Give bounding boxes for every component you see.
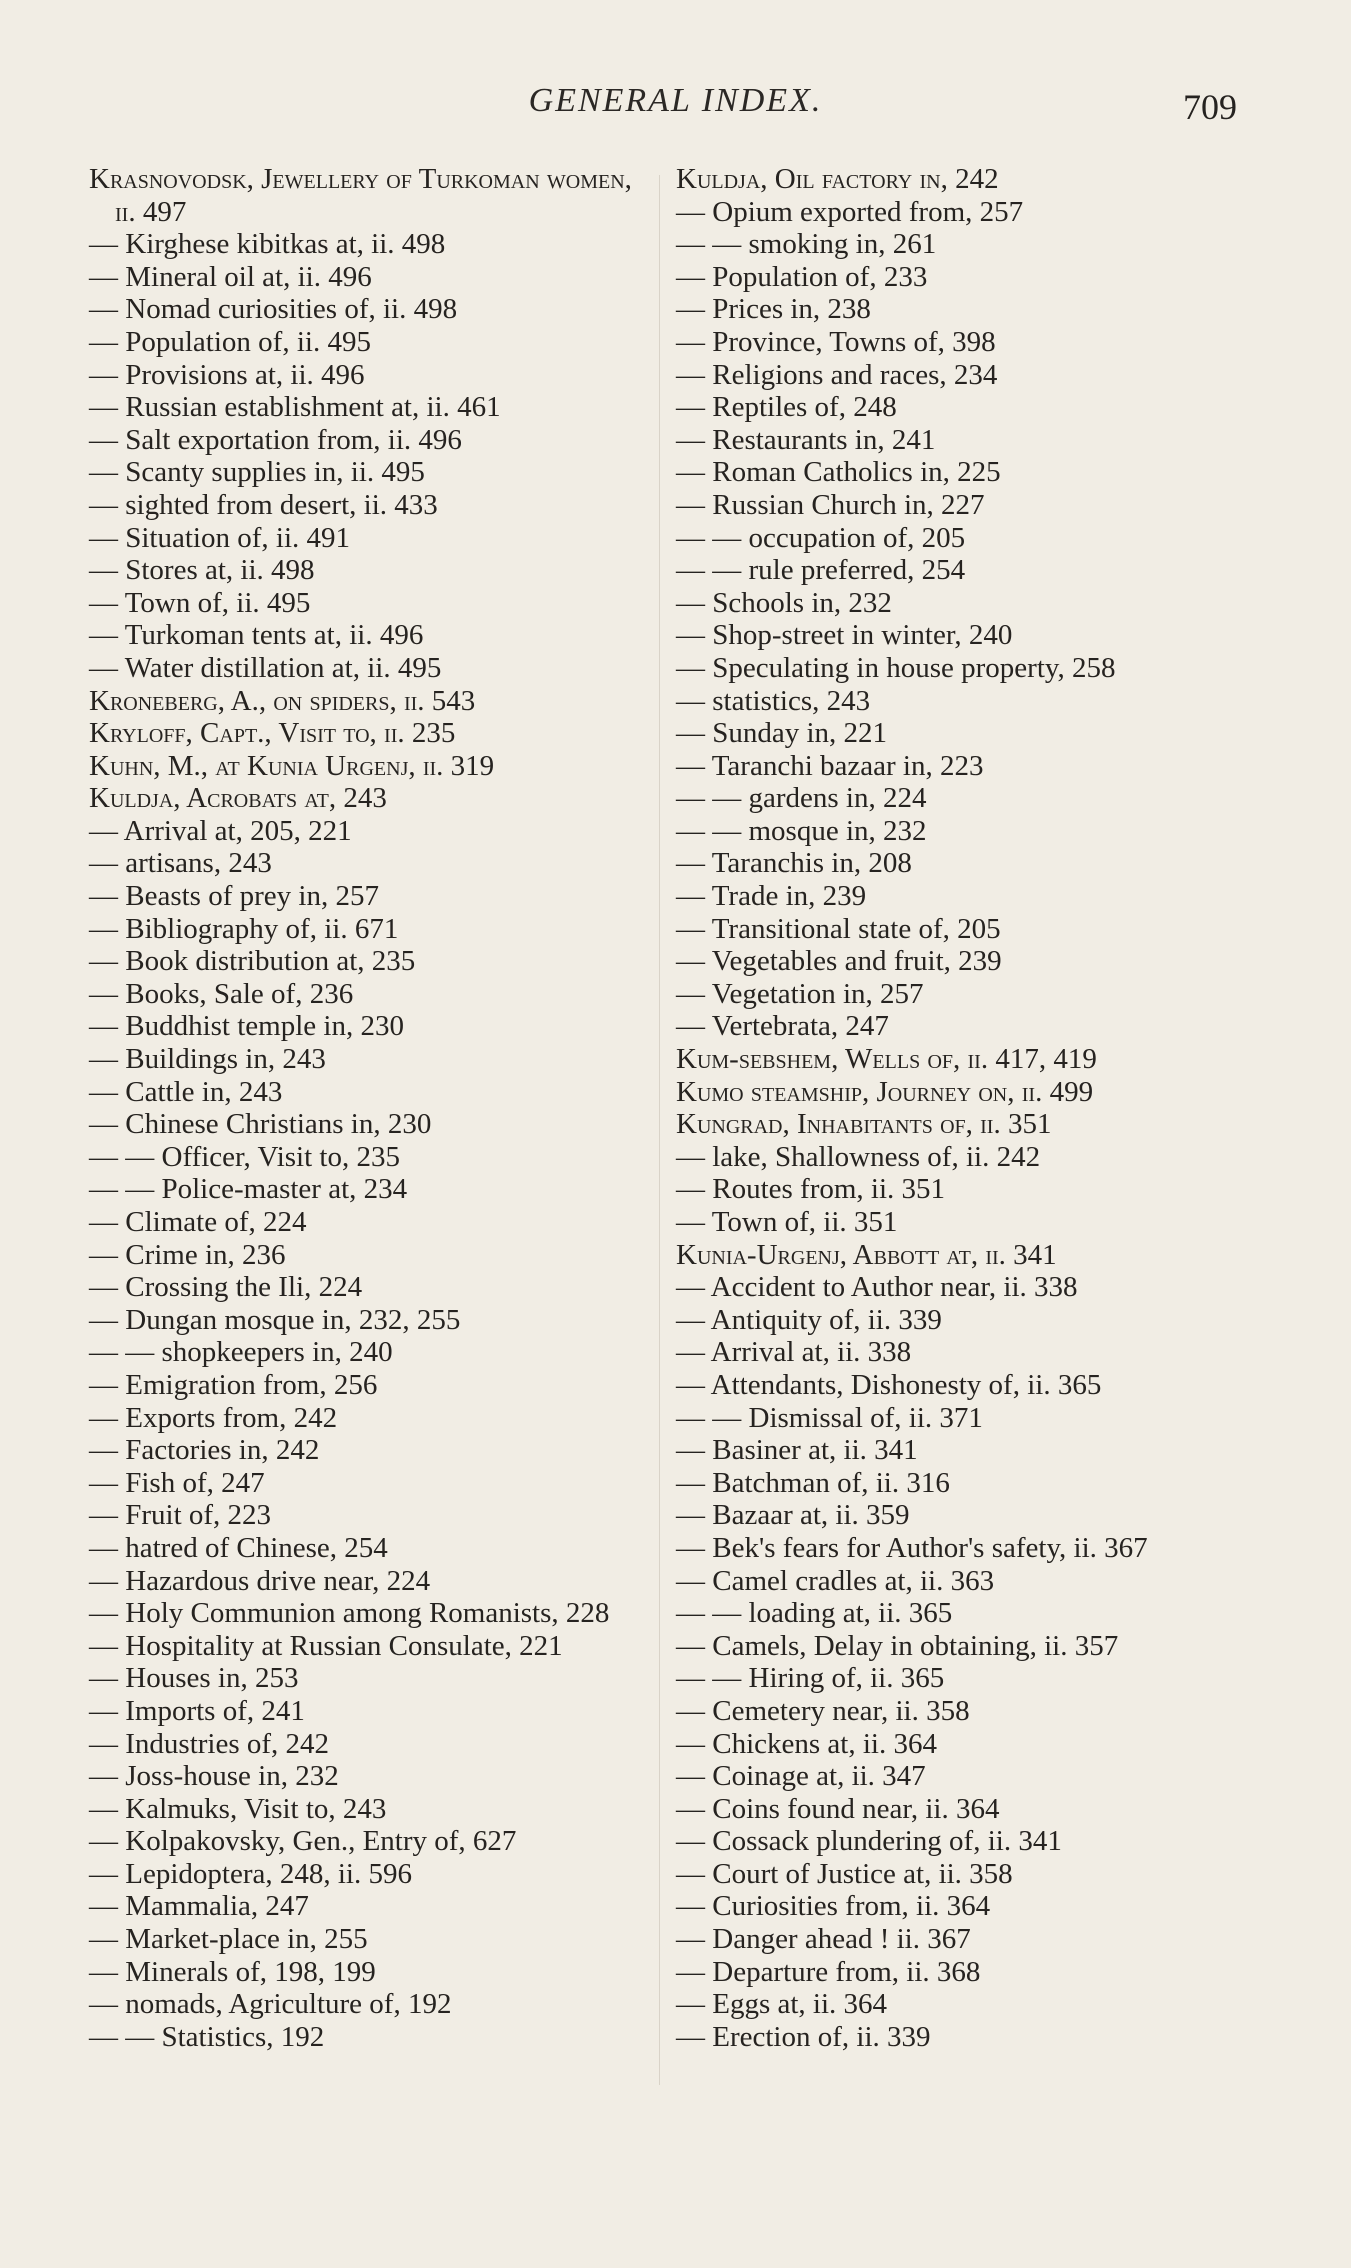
index-entry: Kunia-Urgenj, Abbott at, ii. 341: [676, 1238, 1057, 1271]
index-entry: — Sunday in, 221: [676, 717, 888, 750]
index-entry: — Russian Church in, 227: [676, 488, 985, 521]
index-entry: — Kirghese kibitkas at, ii. 498: [89, 228, 446, 261]
index-entry: — Nomad curiosities of, ii. 498: [89, 293, 458, 326]
index-entry: — Eggs at, ii. 364: [676, 1988, 888, 2021]
index-entry: — — gardens in, 224: [676, 782, 927, 815]
index-entry: — Bazaar at, ii. 359: [676, 1499, 910, 1532]
index-entry: Krasnovodsk, Jewellery of Turkoman women, ii. 497: [89, 163, 632, 228]
index-entry: — Hazardous drive near, 224: [89, 1564, 431, 1597]
index-entry: — Mineral oil at, ii. 496: [89, 260, 372, 293]
index-entry: — Court of Justice at, ii. 358: [676, 1857, 1013, 1890]
index-entry: Kuhn, M., at Kunia Urgenj, ii. 319: [89, 749, 495, 782]
index-entry: — hatred of Chinese, 254: [89, 1531, 388, 1564]
index-entry: — Lepidoptera, 248, ii. 596: [89, 1857, 412, 1890]
index-entry: — Camels, Delay in obtaining, ii. 357: [676, 1629, 1119, 1662]
index-entry: — Crossing the Ili, 224: [89, 1271, 363, 1304]
index-entry: — Coinage at, ii. 347: [676, 1760, 926, 1793]
index-entry: — Industries of, 242: [89, 1727, 330, 1760]
index-entry: — Salt exportation from, ii. 496: [89, 423, 462, 456]
index-entry: — Schools in, 232: [676, 586, 892, 619]
index-entry: — Bek's fears for Author's safety, ii. 367: [676, 1531, 1148, 1564]
index-entry: — Arrival at, ii. 338: [676, 1336, 912, 1369]
index-entry: — Curiosities from, ii. 364: [676, 1890, 991, 1923]
index-entry: — Imports of, 241: [89, 1694, 305, 1727]
index-entry: — Crime in, 236: [89, 1238, 286, 1271]
index-entry: — Reptiles of, 248: [676, 391, 897, 424]
index-entry: — Vertebrata, 247: [676, 1010, 889, 1043]
index-entry: — Provisions at, ii. 496: [89, 358, 365, 391]
index-entry: — Trade in, 239: [676, 880, 867, 913]
index-entry: Kuldja, Acrobats at, 243: [89, 782, 387, 815]
index-entry: — Minerals of, 198, 199: [89, 1955, 376, 1988]
index-entry: — Departure from, ii. 368: [676, 1955, 981, 1988]
index-entry: — Books, Sale of, 236: [89, 977, 354, 1010]
index-entry: — sighted from desert, ii. 433: [89, 488, 438, 521]
index-entry: — Dungan mosque in, 232, 255: [89, 1303, 461, 1336]
index-entry: — Beasts of prey in, 257: [89, 880, 379, 913]
index-entry: — — Dismissal of, ii. 371: [676, 1401, 983, 1434]
index-entry: Kryloff, Capt., Visit to, ii. 235: [89, 717, 456, 750]
index-entry: — Factories in, 242: [89, 1434, 320, 1467]
index-entry: — Turkoman tents at, ii. 496: [89, 619, 424, 652]
index-entry: — Hospitality at Russian Consulate, 221: [89, 1629, 563, 1662]
index-entry: — — loading at, ii. 365: [676, 1597, 953, 1630]
index-entry: — Basiner at, ii. 341: [676, 1434, 918, 1467]
index-entry: Kroneberg, A., on spiders, ii. 543: [89, 684, 476, 717]
index-entry: — Scanty supplies in, ii. 495: [89, 456, 425, 489]
index-entry: — Vegetation in, 257: [676, 977, 924, 1010]
index-entry: — Accident to Author near, ii. 338: [676, 1271, 1078, 1304]
index-entry: — Buddhist temple in, 230: [89, 1010, 404, 1043]
index-entry: — Shop-street in winter, 240: [676, 619, 1013, 652]
index-entry: — Prices in, 238: [676, 293, 871, 326]
index-column-right: [676, 163, 1248, 2053]
index-entry: — Chinese Christians in, 230: [89, 1108, 432, 1141]
index-entry: — Routes from, ii. 351: [676, 1173, 946, 1206]
index-entry: — — Hiring of, ii. 365: [676, 1662, 945, 1695]
index-entry: — — Statistics, 192: [89, 2020, 325, 2053]
index-entry: — Water distillation at, ii. 495: [89, 651, 442, 684]
index-entry: — lake, Shallowness of, ii. 242: [676, 1140, 1041, 1173]
index-entry: — Mammalia, 247: [89, 1890, 309, 1923]
index-entry: Kumo steamship, Journey on, ii. 499: [676, 1075, 1094, 1108]
index-entry: — Transitional state of, 205: [676, 912, 1001, 945]
index-entry: — — smoking in, 261: [676, 228, 937, 261]
index-entry: — Exports from, 242: [89, 1401, 338, 1434]
index-entry: — Kalmuks, Visit to, 243: [89, 1792, 387, 1825]
index-entry: — Attendants, Dishonesty of, ii. 365: [676, 1368, 1102, 1401]
index-entry: — Taranchis in, 208: [676, 847, 912, 880]
index-entry: — Camel cradles at, ii. 363: [676, 1564, 995, 1597]
index-entry: — Holy Communion among Romanists, 228: [89, 1597, 610, 1630]
running-title: GENERAL INDEX.: [528, 82, 823, 119]
index-entry: — Market-place in, 255: [89, 1923, 368, 1956]
index-entry: — statistics, 243: [676, 684, 871, 717]
index-entry: — Coins found near, ii. 364: [676, 1792, 1000, 1825]
index-entry: — — shopkeepers in, 240: [89, 1336, 393, 1369]
page-number: 709: [1183, 87, 1237, 127]
index-entry: — Fruit of, 223: [89, 1499, 272, 1532]
index-entry: — Population of, 233: [676, 260, 928, 293]
index-entry: — — occupation of, 205: [676, 521, 966, 554]
index-entry: — Town of, ii. 495: [89, 586, 311, 619]
index-entry: — Opium exported from, 257: [676, 195, 1024, 228]
index-entry: — — Officer, Visit to, 235: [89, 1140, 400, 1173]
index-entry: — Arrival at, 205, 221: [89, 814, 352, 847]
index-entry: — — mosque in, 232: [676, 814, 927, 847]
index-entry: — Cossack plundering of, ii. 341: [676, 1825, 1062, 1858]
index-entry: — Situation of, ii. 491: [89, 521, 350, 554]
index-entry: — Taranchi bazaar in, 223: [676, 749, 984, 782]
index-column-left: [89, 163, 649, 2053]
index-entry: — Speculating in house property, 258: [676, 651, 1116, 684]
index-entry: — Danger ahead ! ii. 367: [676, 1923, 971, 1956]
index-entry: — Joss-house in, 232: [89, 1760, 339, 1793]
index-entry: — Erection of, ii. 339: [676, 2020, 931, 2053]
index-entry: — Houses in, 253: [89, 1662, 299, 1695]
index-entry: — Emigration from, 256: [89, 1368, 378, 1401]
index-entry: — Roman Catholics in, 225: [676, 456, 1001, 489]
index-entry: — Book distribution at, 235: [89, 945, 416, 978]
column-divider: [659, 175, 660, 2085]
index-entry: — Population of, ii. 495: [89, 325, 371, 358]
index-entry: — Batchman of, ii. 316: [676, 1466, 950, 1499]
index-entry: — Antiquity of, ii. 339: [676, 1303, 942, 1336]
index-entry: — Russian establishment at, ii. 461: [89, 391, 501, 424]
index-entry: — Buildings in, 243: [89, 1043, 326, 1076]
index-entry: Kungrad, Inhabitants of, ii. 351: [676, 1108, 1052, 1141]
index-entry: — Kolpakovsky, Gen., Entry of, 627: [89, 1825, 517, 1858]
index-entry: — Religions and races, 234: [676, 358, 998, 391]
index-entry: — Bibliography of, ii. 671: [89, 912, 399, 945]
index-entry: — Province, Towns of, 398: [676, 325, 996, 358]
index-entry: — Chickens at, ii. 364: [676, 1727, 937, 1760]
index-entry: — artisans, 243: [89, 847, 272, 880]
index-entry: Kum-sebshem, Wells of, ii. 417, 419: [676, 1043, 1097, 1076]
index-entry: — — rule preferred, 254: [676, 554, 966, 587]
index-entry: — nomads, Agriculture of, 192: [89, 1988, 452, 2021]
index-entry: — Stores at, ii. 498: [89, 554, 315, 587]
index-entry: — Fish of, 247: [89, 1466, 265, 1499]
index-entry: — Climate of, 224: [89, 1206, 307, 1238]
index-entry: Kuldja, Oil factory in, 242: [676, 163, 999, 195]
index-entry: — Restaurants in, 241: [676, 423, 936, 456]
index-entry: — Town of, ii. 351: [676, 1206, 898, 1238]
index-entry: — Vegetables and fruit, 239: [676, 945, 1002, 978]
index-entry: — Cemetery near, ii. 358: [676, 1694, 970, 1727]
index-entry: — Cattle in, 243: [89, 1075, 283, 1108]
index-entry: — — Police-master at, 234: [89, 1173, 408, 1206]
